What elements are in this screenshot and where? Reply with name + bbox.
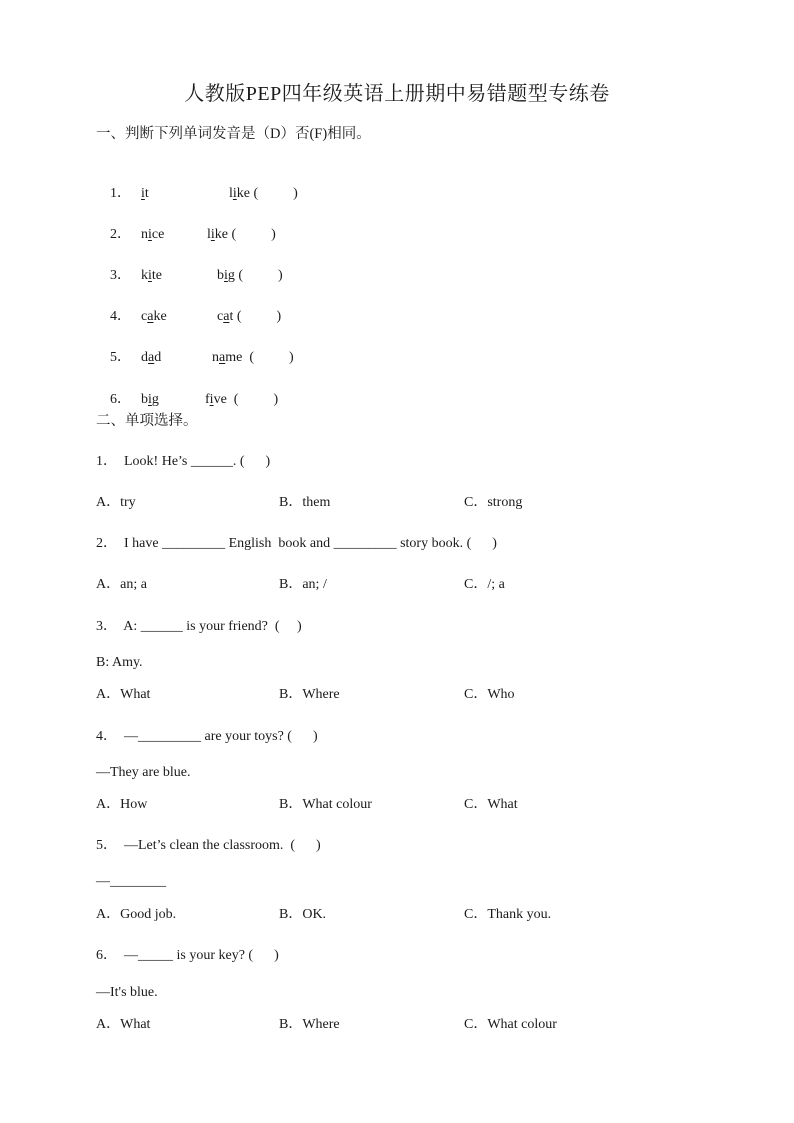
answer-blank[interactable]: ( ) bbox=[236, 309, 282, 324]
question-4-stem: 4． —_________ are your toys? ( ) bbox=[96, 729, 318, 744]
s1-word2: like bbox=[229, 186, 250, 201]
s1-word2: name bbox=[212, 350, 243, 365]
question-1-option-c[interactable]: C．strong bbox=[464, 495, 523, 510]
s1-word2: big bbox=[217, 268, 235, 283]
s1-item-4: 4． cake cat ( ) bbox=[96, 287, 281, 347]
s1-word2: cat bbox=[217, 309, 234, 324]
question-5-dialogue: —________ bbox=[96, 874, 166, 889]
question-1-option-b[interactable]: B．them bbox=[279, 495, 331, 510]
question-4-dialogue: —They are blue. bbox=[96, 765, 191, 780]
page-title: 人教版PEP四年级英语上册期中易错题型专练卷 bbox=[184, 83, 610, 105]
question-6-option-c[interactable]: C．What colour bbox=[464, 1017, 557, 1032]
s1-item-5: 5． dad name ( ) bbox=[96, 328, 294, 388]
s1-word1: big bbox=[141, 392, 159, 407]
question-3-option-c[interactable]: C．Who bbox=[464, 687, 515, 702]
s1-word1: it bbox=[141, 186, 149, 201]
question-2-stem: 2． I have _________ English book and _________ story book. ( ) bbox=[96, 536, 497, 551]
answer-blank[interactable]: ( ) bbox=[238, 268, 283, 283]
s1-word1: dad bbox=[141, 350, 162, 365]
s1-word1: kite bbox=[141, 268, 162, 283]
question-3-option-b[interactable]: B．Where bbox=[279, 687, 340, 702]
s1-item-2: 2． nice like ( ) bbox=[96, 205, 276, 265]
s1-word1: cake bbox=[141, 309, 167, 324]
question-1-option-a[interactable]: A．try bbox=[96, 495, 136, 510]
question-3-option-a[interactable]: A．What bbox=[96, 687, 151, 702]
question-5-stem: 5． —Let’s clean the classroom. ( ) bbox=[96, 838, 321, 853]
question-4-option-b[interactable]: B．What colour bbox=[279, 797, 372, 812]
question-4-option-c[interactable]: C．What bbox=[464, 797, 518, 812]
question-5-option-a[interactable]: A．Good job. bbox=[96, 907, 177, 922]
question-2-option-a[interactable]: A．an; a bbox=[96, 577, 147, 592]
question-3-dialogue: B: Amy. bbox=[96, 655, 143, 670]
answer-blank[interactable]: ( ) bbox=[253, 186, 298, 201]
s1-word2: five bbox=[205, 392, 227, 407]
question-3-stem: 3． A: ______ is your friend? ( ) bbox=[96, 619, 302, 634]
section1-heading: 一、判断下列单词发音是（D）否(F)相同。 bbox=[96, 126, 371, 142]
question-6-option-b[interactable]: B．Where bbox=[279, 1017, 340, 1032]
question-6-dialogue: —It's blue. bbox=[96, 985, 158, 1000]
answer-blank[interactable]: ( ) bbox=[233, 392, 279, 407]
question-2-option-b[interactable]: B．an; / bbox=[279, 577, 327, 592]
s1-item-1: 1． it like ( ) bbox=[96, 164, 298, 224]
question-5-option-b[interactable]: B．OK. bbox=[279, 907, 327, 922]
s1-word2: like bbox=[207, 227, 228, 242]
s1-item-3: 3． kite big ( ) bbox=[96, 246, 283, 306]
answer-blank[interactable]: ( ) bbox=[249, 350, 294, 365]
s1-item-6: 6． big five ( ) bbox=[96, 370, 278, 430]
question-6-option-a[interactable]: A．What bbox=[96, 1017, 151, 1032]
question-1-stem: 1． Look! He’s ______. ( ) bbox=[96, 454, 271, 469]
question-6-stem: 6． —_____ is your key? ( ) bbox=[96, 948, 279, 963]
question-5-option-c[interactable]: C．Thank you. bbox=[464, 907, 552, 922]
section2-heading: 二、单项选择。 bbox=[96, 413, 198, 429]
question-2-option-c[interactable]: C．/; a bbox=[464, 577, 505, 592]
question-4-option-a[interactable]: A．How bbox=[96, 797, 148, 812]
answer-blank[interactable]: ( ) bbox=[231, 227, 276, 242]
s1-word1: nice bbox=[141, 227, 165, 242]
